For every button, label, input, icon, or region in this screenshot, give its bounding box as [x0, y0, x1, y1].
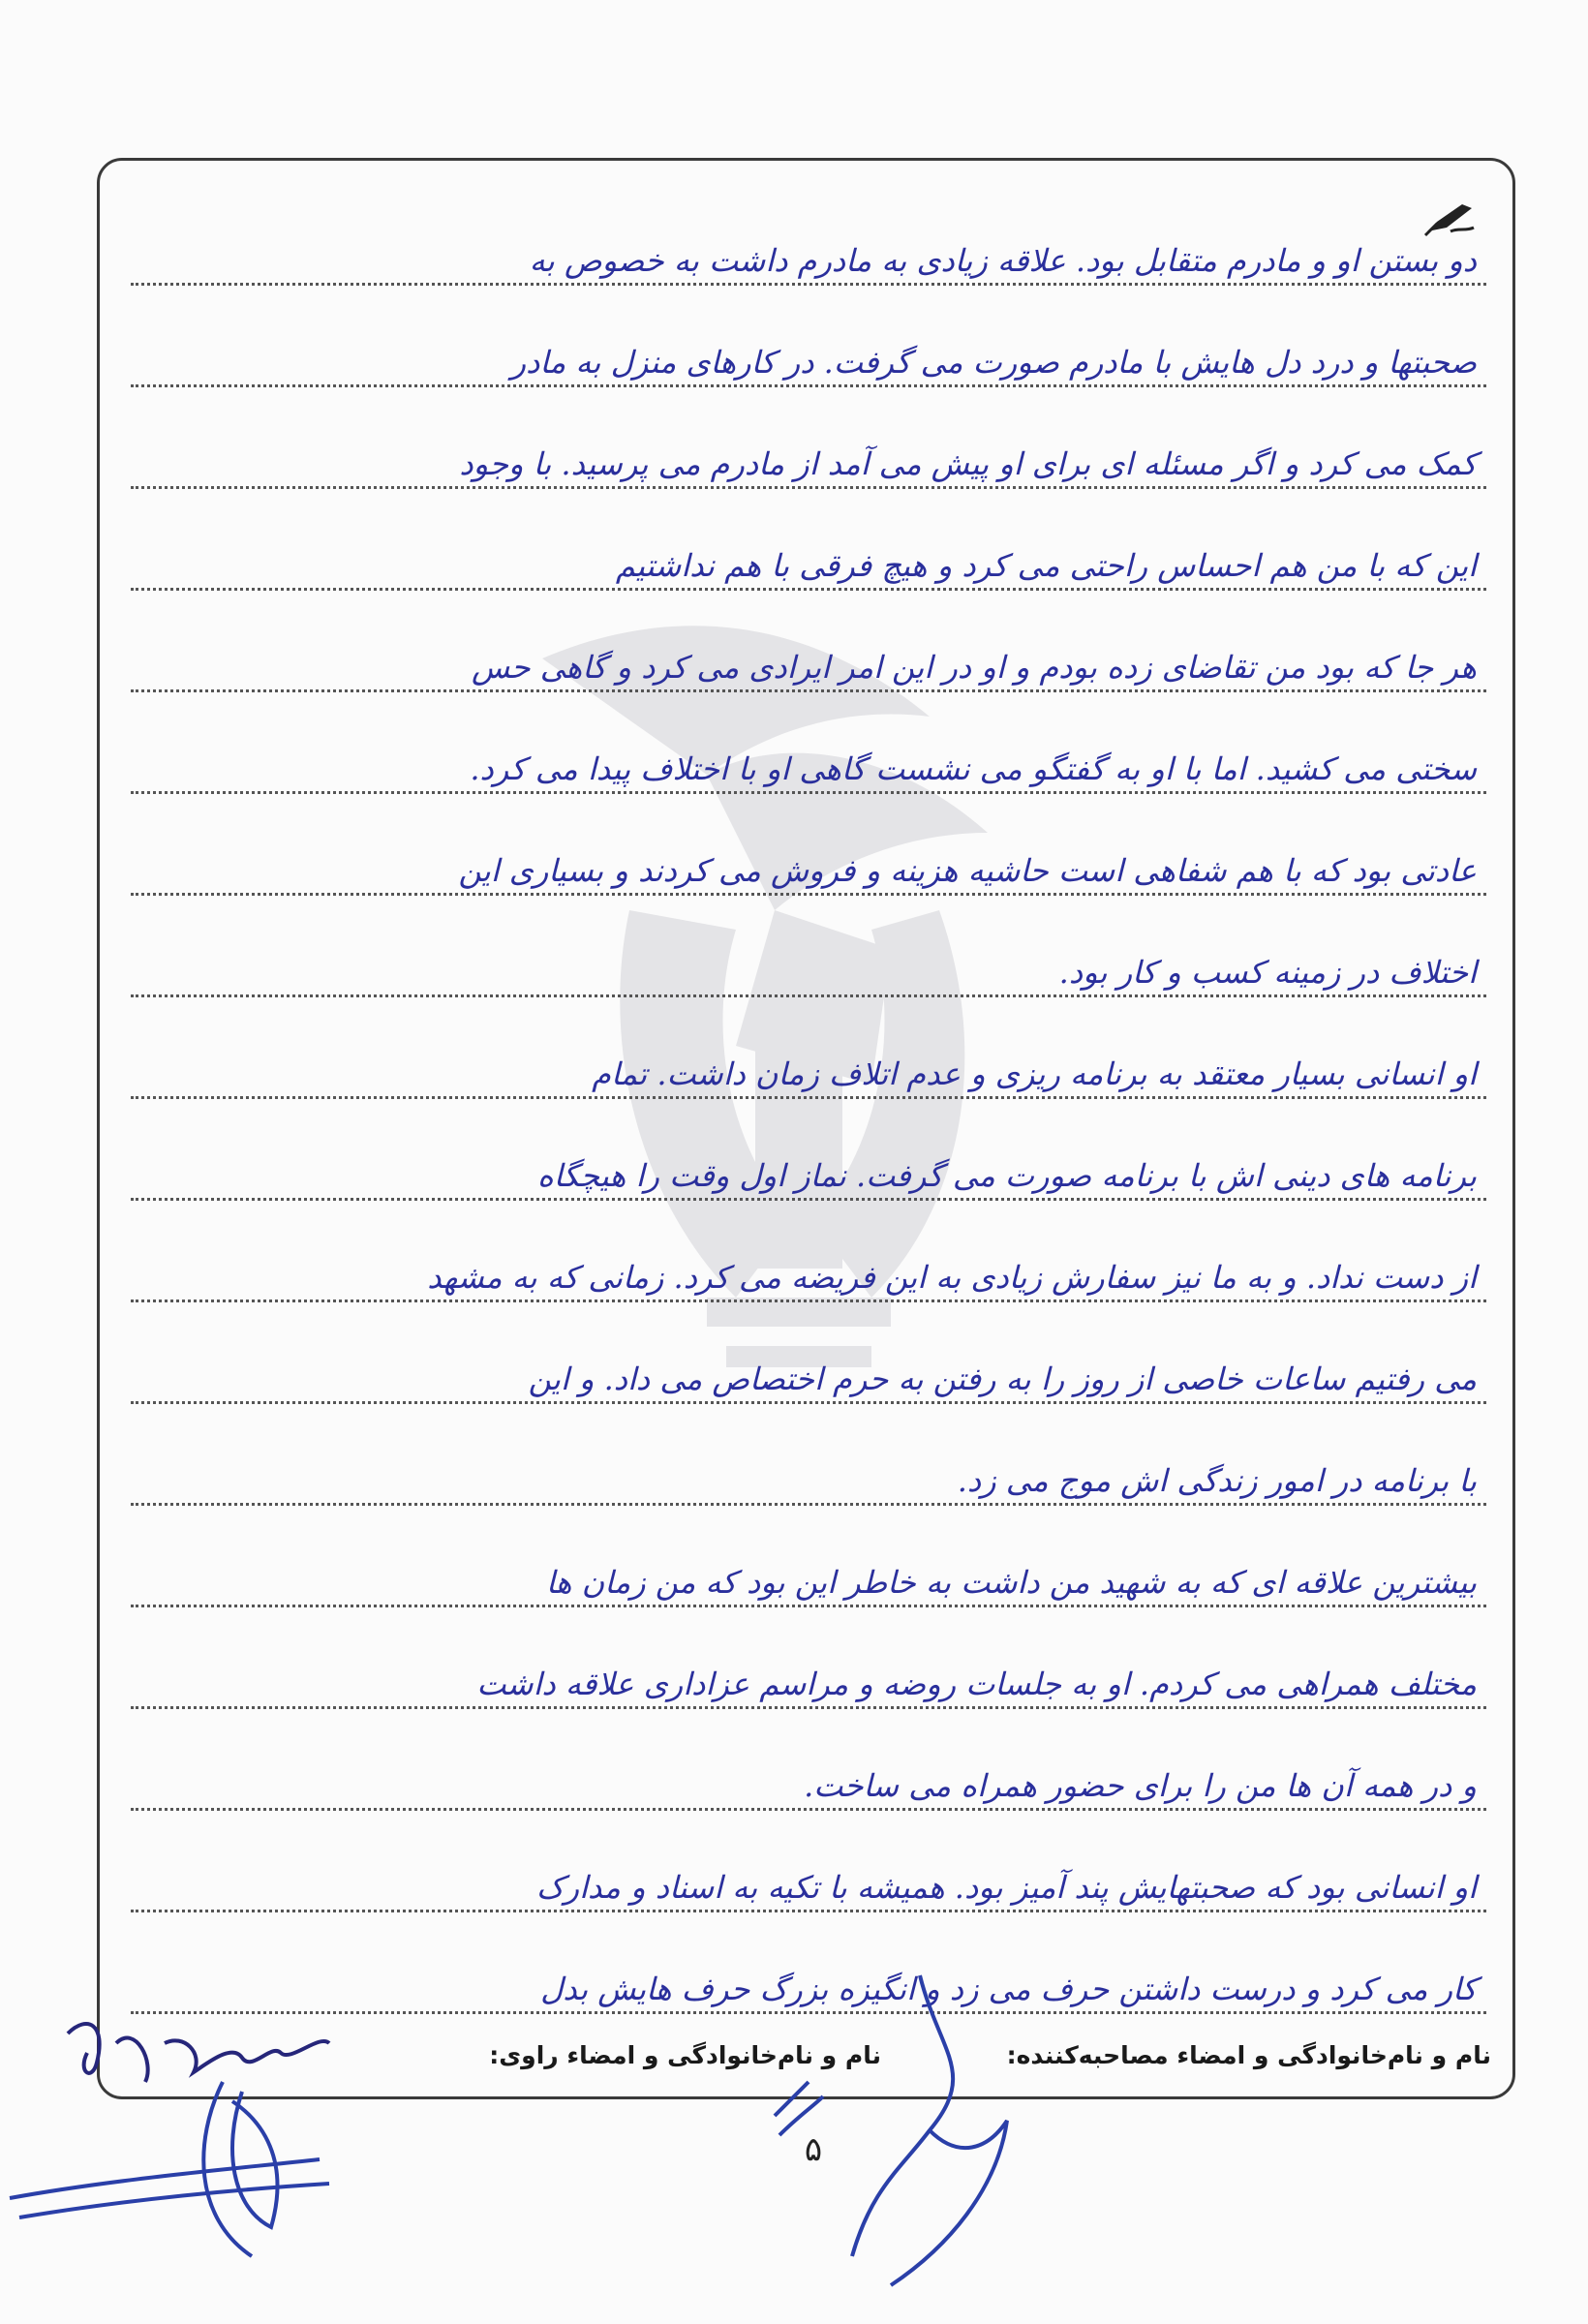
ruled-line — [131, 794, 1486, 896]
ruled-line — [131, 1607, 1486, 1709]
handwritten-text: از دست نداد. و به ما نیز سفارش زیادی به این فریضه می کرد. زمانی که به مشهد — [427, 1259, 1477, 1296]
ruled-line — [131, 1404, 1486, 1506]
ruled-line — [131, 692, 1486, 794]
ruled-line — [131, 997, 1486, 1099]
ruled-line — [131, 1506, 1486, 1607]
ruled-line — [131, 1811, 1486, 1912]
handwritten-text: کار می کرد و درست داشتن حرف می زد و انگیزه بزرگ حرف هایش بدل — [540, 1971, 1477, 2007]
ruled-line — [131, 1302, 1486, 1404]
handwritten-text: برنامه های دینی اش با برنامه صورت می گرفت. نماز اول وقت را هیچگاه — [537, 1157, 1477, 1194]
ruled-line — [131, 591, 1486, 692]
handwritten-text: اختلاف در زمینه کسب و کار بود. — [1058, 954, 1477, 991]
handwritten-text: عادتی بود که با هم شفاهی است حاشیه هزینه و فروش می کردند و بسیاری این — [458, 852, 1477, 889]
handwritten-text: این که با من هم احساس راحتی می کرد و هیچ فرقی با هم نداشتیم — [615, 547, 1477, 584]
handwritten-text: صحبتها و درد دل هایش با مادرم صورت می گرفت. در کارهای منزل به مادر — [510, 344, 1477, 381]
handwritten-text: کمک می کرد و اگر مسئله ای برای او پیش می آمد از مادرم می پرسید. با وجود — [459, 445, 1477, 482]
handwritten-text: می رفتیم ساعات خاصی از روز را به رفتن به حرم اختصاص می داد. و این — [528, 1361, 1477, 1397]
handwritten-text: مختلف همراهی می کردم. او به جلسات روضه و مراسم عزاداری علاقه داشت — [476, 1666, 1477, 1702]
handwritten-text: هر جا که بود من تقاضای زده بودم و او در این امر ایرادی می کرد و گاهی حس — [471, 649, 1477, 686]
ruled-line — [131, 1912, 1486, 2014]
interviewer-label: نام و نام‌خانوادگی و امضاء مصاحبه‌کننده: — [1006, 2041, 1491, 2069]
ruled-line — [131, 1709, 1486, 1811]
narrator-signature — [0, 2004, 407, 2276]
page-number: ۵ — [804, 2130, 823, 2169]
ruled-line — [131, 1099, 1486, 1201]
ruled-line — [131, 387, 1486, 489]
handwritten-text: با برنامه در امور زندگی اش موج می زد. — [957, 1462, 1477, 1499]
narrator-label: نام و نام‌خانوادگی و امضاء راوی: — [489, 2041, 881, 2069]
handwritten-text: او انسانی بود که صحبتهایش پند آمیز بود. همیشه با تکیه به اسناد و مدارک — [536, 1869, 1477, 1906]
ruled-line — [131, 489, 1486, 591]
handwritten-text: دو بستن او و مادرم متقابل بود. علاقه زیادی به مادرم داشت به خصوص به — [529, 242, 1477, 279]
ruled-line — [131, 1201, 1486, 1302]
handwritten-text: او انسانی بسیار معتقد به برنامه ریزی و عدم اتلاف زمان داشت. تمام — [592, 1055, 1477, 1092]
ruled-line — [131, 896, 1486, 997]
handwritten-text: و در همه آن ها من را برای حضور همراه می ساخت. — [804, 1767, 1477, 1804]
handwritten-text: بیشترین علاقه ای که به شهید من داشت به خاطر این بود که من زمان ها — [545, 1564, 1477, 1601]
ruled-line — [131, 286, 1486, 387]
ruled-line — [131, 184, 1486, 286]
handwritten-lines — [131, 184, 1486, 2014]
handwritten-text: سختی می کشید. اما با او به گفتگو می نشست گاهی او با اختلاف پیدا می کرد. — [470, 750, 1477, 787]
